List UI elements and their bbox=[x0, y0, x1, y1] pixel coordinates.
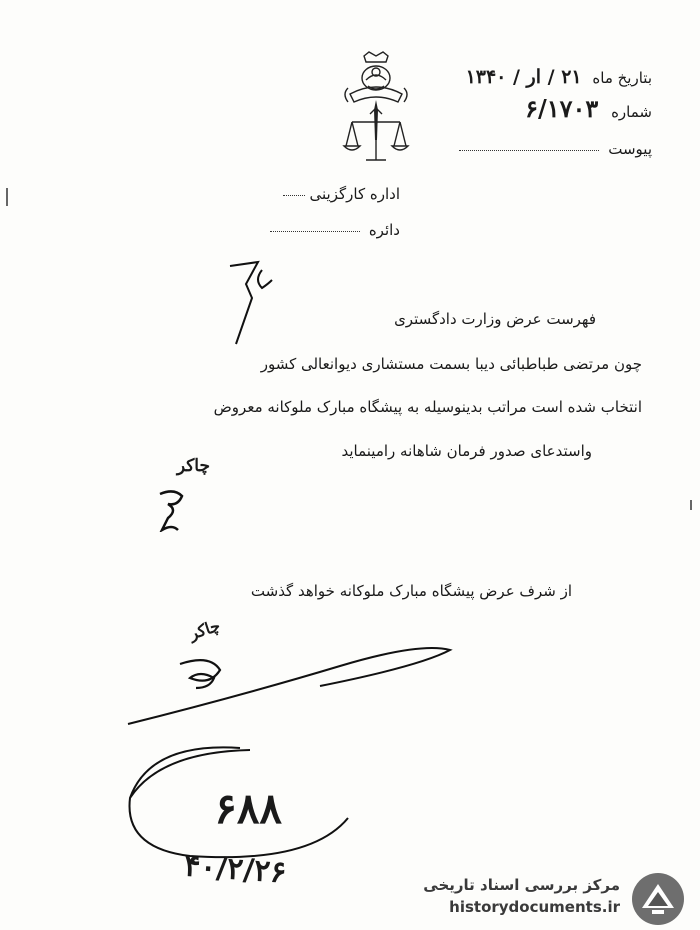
watermark-logo-icon bbox=[628, 870, 688, 928]
justice-emblem-icon bbox=[336, 50, 416, 170]
attachment-field bbox=[459, 140, 652, 158]
office-dotted-line bbox=[283, 194, 305, 196]
body-line-3: واستدعای صدور فرمان شاهانه رامینماید bbox=[341, 442, 592, 460]
date-label: بتاریخ ماه bbox=[592, 69, 652, 87]
scan-edge-mark bbox=[690, 500, 692, 510]
signature-2-icon bbox=[120, 636, 500, 736]
date-field bbox=[466, 66, 652, 88]
watermark-title: مرکز بررسی اسناد تاریخی bbox=[423, 876, 620, 894]
number-value: ۶/۱۷۰۳ bbox=[525, 94, 599, 123]
signoff-2: چاکر bbox=[186, 615, 223, 644]
date-value: ۲۱ / ار / ۱۳۴۰ bbox=[465, 66, 582, 88]
attachment-label: پیوست bbox=[608, 140, 652, 158]
scan-edge-mark bbox=[6, 188, 8, 206]
signoff-1: چاکر bbox=[176, 456, 210, 476]
signature-1-icon bbox=[150, 484, 200, 532]
number-field bbox=[525, 94, 652, 123]
office-label: اداره کارگزینی bbox=[309, 185, 400, 203]
watermark-url: historydocuments.ir bbox=[449, 898, 620, 916]
circled-number: ۶۸۸ bbox=[214, 784, 282, 833]
body-line-1: چون مرتضی طباطبائی دیبا بسمت مستشاری دیوانعالی کشور bbox=[260, 355, 642, 373]
letter-title: فهرست عرض وزارت دادگستری bbox=[394, 310, 596, 328]
number-label: شماره bbox=[611, 103, 652, 121]
presentation-note: از شرف عرض پیشگاه مبارک ملوکانه خواهد گذشت bbox=[250, 582, 572, 600]
office-field bbox=[283, 185, 400, 203]
department-field bbox=[270, 221, 400, 239]
department-label: دائره bbox=[368, 221, 400, 239]
bottom-date: ۴۰/۲/۲۶ bbox=[182, 848, 288, 891]
attachment-dotted-line bbox=[459, 149, 599, 151]
department-dotted-line bbox=[270, 230, 360, 232]
handwritten-mark-icon bbox=[222, 258, 282, 348]
body-line-2: انتخاب شده است مراتب بدینوسیله به پیشگاه مبارک ملوکانه معروض bbox=[213, 398, 642, 416]
